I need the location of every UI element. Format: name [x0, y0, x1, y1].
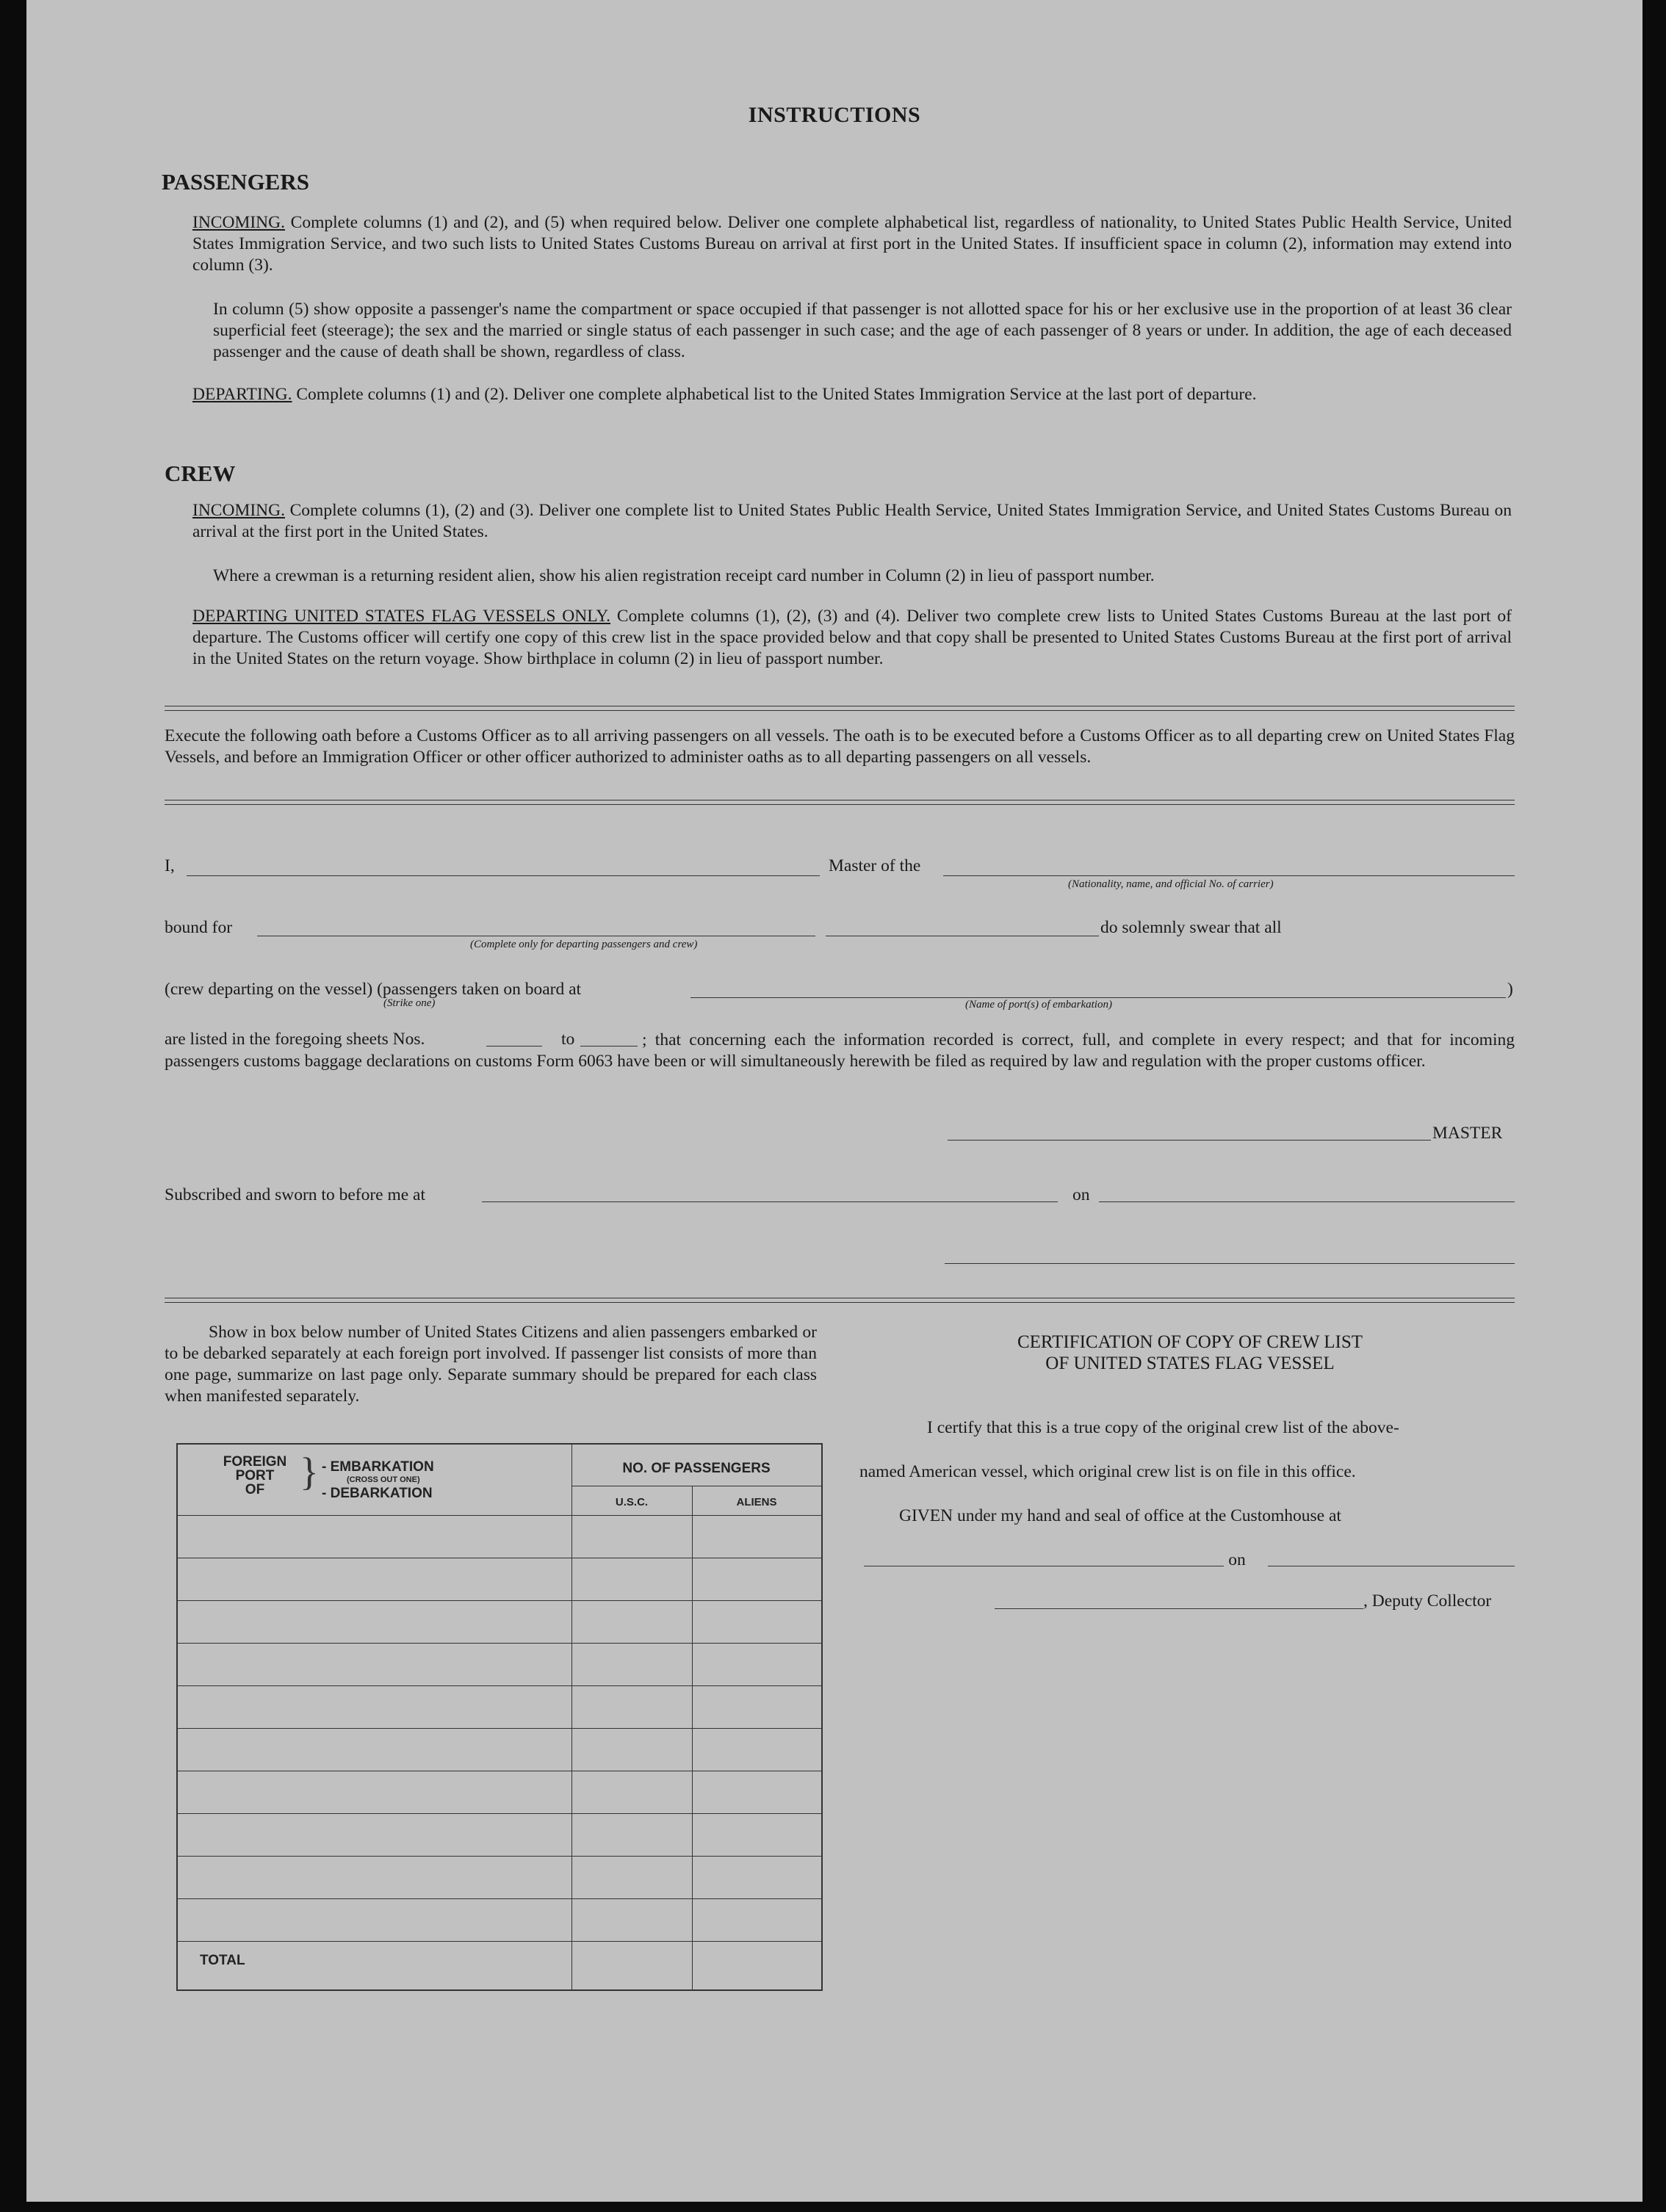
- carrier-field[interactable]: [943, 875, 1515, 876]
- swear-label: do solemnly swear that all: [1100, 918, 1282, 937]
- crew-departing-label: DEPARTING UNITED STATES FLAG VESSELS ONLY.: [192, 607, 611, 626]
- passengers-departing-paragraph: [192, 384, 1512, 405]
- master-name-field[interactable]: [187, 875, 820, 876]
- master-signature-field[interactable]: [948, 1140, 1431, 1141]
- table-divider: [692, 1486, 693, 1989]
- table-row-line[interactable]: [178, 1600, 821, 1601]
- sworn-place-field[interactable]: [482, 1201, 1058, 1202]
- table-row-line[interactable]: [178, 1643, 821, 1644]
- divider: [165, 800, 1515, 805]
- crew-incoming-paragraph: [192, 500, 1512, 543]
- divider: [165, 706, 1515, 711]
- oath-intro: Execute the following oath before a Customs Officer as to all arriving passengers on all vessels. The oath is to be executed before a Customs Officer as to all departing crew on United States Flag Vessels, and before an Immigration Officer or other officer authorized to administer oaths as to all departing passengers on all vessels.: [165, 726, 1515, 767]
- passengers-departing-text: Complete columns (1) and (2). Deliver one complete alphabetical list to the United States Immigration Service at the last port of departure.: [292, 385, 1257, 404]
- crew-resident-paragraph: Where a crewman is a returning resident alien, show his alien registration receipt card number in Column (2) in lieu of passport number.: [213, 566, 1155, 585]
- table-row-line[interactable]: [178, 1941, 821, 1942]
- divider: [165, 1298, 1515, 1303]
- passengers-incoming-text: Complete columns (1) and (2), and (5) when required below. Deliver one complete alphabetical list, regardless of nationality, to United States Public Health Service, United States Immigration Service, and two such lists to United States Customs Bureau on arrival at first port in the United States. If insufficient space in column (2), information may extend into column (3).: [192, 213, 1512, 275]
- passengers-column5-paragraph: In column (5) show opposite a passenger's name the compartment or space occupied if that passenger is not allotted space for his or her exclusive use in the proportion of at least 36 clear superficial feet (steerage); the sex and the married or single status of each passenger in such case; and the age of each passenger of 8 years or under. In addition, the age of each deceased passenger and the cause of death shall be shown, regardless of class.: [213, 300, 1512, 361]
- subscribed-label: Subscribed and sworn to before me at: [165, 1185, 426, 1204]
- col-foreign-port: [214, 1455, 295, 1497]
- embarkation-label: - EMBARKATION: [322, 1459, 434, 1475]
- passengers-heading: PASSENGERS: [162, 169, 309, 195]
- summary-intro: Show in box below number of United States Citizens and alien passengers embarked or to be debarked separately at each foreign port involved. If passenger list consists of more than one page, summarize on last page only. Separate summary should be prepared for each class when manifested separately.: [165, 1323, 817, 1406]
- crew-departing-paragraph: [192, 606, 1512, 670]
- deputy-signature-field[interactable]: [995, 1608, 1363, 1609]
- table-divider: [571, 1445, 572, 1989]
- bound-for-label: bound for: [165, 918, 233, 937]
- col-port-line-2: PORT: [235, 1468, 275, 1483]
- certification-title: [879, 1331, 1501, 1374]
- embarkation-caption: (Name of port(s) of embarkation): [965, 999, 1112, 1011]
- certification-line-2: named American vessel, which original crew list is on file in this office.: [859, 1462, 1356, 1481]
- page-title: INSTRUCTIONS: [748, 103, 921, 127]
- crew-heading: CREW: [165, 460, 236, 486]
- form-sheet: [26, 0, 1642, 2202]
- crew-departing-text: Complete columns (1), (2), (3) and (4). Deliver two complete crew lists to United States Customs Bureau at the last port of departure. The Customs officer will certify one copy of this crew list in the space provided below and that copy shall be presented to United States Customs Bureau at the first port of arrival in the United States on the return voyage. Show birthplace in column (2) in lieu of passport number.: [192, 607, 1512, 668]
- brace-icon: }: [300, 1450, 319, 1494]
- oath-i-label: I,: [165, 856, 175, 875]
- certification-line-3: GIVEN under my hand and seal of office at the Customhouse at: [899, 1506, 1341, 1525]
- certification-on-label: on: [1228, 1550, 1246, 1569]
- deputy-collector-label: , Deputy Collector: [1363, 1591, 1492, 1611]
- sworn-on-label: on: [1072, 1185, 1090, 1204]
- passengers-incoming-label: INCOMING.: [192, 213, 285, 232]
- table-row-line[interactable]: [178, 1898, 821, 1899]
- table-row-line[interactable]: [178, 1813, 821, 1814]
- col-port-line-1: FOREIGN: [223, 1454, 287, 1470]
- certification-title-line-1: CERTIFICATION OF COPY OF CREW LIST: [1017, 1332, 1363, 1352]
- debarkation-label: - DEBARKATION: [322, 1486, 433, 1501]
- sworn-date-field[interactable]: [1099, 1201, 1515, 1202]
- table-row-line[interactable]: [178, 1856, 821, 1857]
- officer-signature-field[interactable]: [945, 1263, 1515, 1264]
- aliens-header: ALIENS: [736, 1496, 777, 1508]
- master-of-label: Master of the: [829, 856, 921, 875]
- carrier-caption: (Nationality, name, and official No. of carrier): [1068, 878, 1274, 890]
- listed-label: are listed in the foregoing sheets Nos.: [165, 1030, 425, 1049]
- close-paren: ): [1507, 980, 1513, 999]
- passengers-departing-label: DEPARTING.: [192, 385, 292, 404]
- total-label: TOTAL: [200, 1953, 245, 1968]
- listed-statement: ; that concerning each the information recorded is correct, full, and complete in every respect; and that for incoming passengers customs baggage declarations on customs Form 6063 have been or will simultaneously herewith be filed as required by law and regulation with the proper customs officer.: [165, 1030, 1515, 1071]
- no-passengers-header: NO. OF PASSENGERS: [622, 1461, 771, 1476]
- crew-incoming-text: Complete columns (1), (2) and (3). Deliver one complete list to United States Public Health Service, United States Immigration Service, and United States Customs Bureau on arrival at the first port in the United States.: [192, 501, 1512, 541]
- table-row-line[interactable]: [178, 1685, 821, 1686]
- usc-header: U.S.C.: [615, 1496, 649, 1508]
- embarkation-port-field[interactable]: [690, 997, 1506, 998]
- table-row-line[interactable]: [178, 1728, 821, 1729]
- passengers-incoming-paragraph: [192, 212, 1512, 276]
- col-port-line-3: OF: [245, 1482, 265, 1497]
- master-label: MASTER: [1432, 1124, 1503, 1143]
- certification-line-1: I certify that this is a true copy of the original crew list of the above-: [927, 1418, 1399, 1437]
- table-divider: [178, 1515, 821, 1516]
- strike-caption: (Strike one): [383, 997, 436, 1009]
- crew-incoming-label: INCOMING.: [192, 501, 285, 520]
- bound-for-caption: (Complete only for departing passengers and crew): [470, 939, 698, 950]
- to-label: to: [561, 1030, 575, 1049]
- crew-passengers-label: (crew departing on the vessel) (passengers taken on board at: [165, 980, 582, 999]
- certification-title-line-2: OF UNITED STATES FLAG VESSEL: [1045, 1353, 1335, 1373]
- cross-out-label: (CROSS OUT ONE): [347, 1475, 420, 1484]
- passenger-summary-table: [176, 1443, 823, 1991]
